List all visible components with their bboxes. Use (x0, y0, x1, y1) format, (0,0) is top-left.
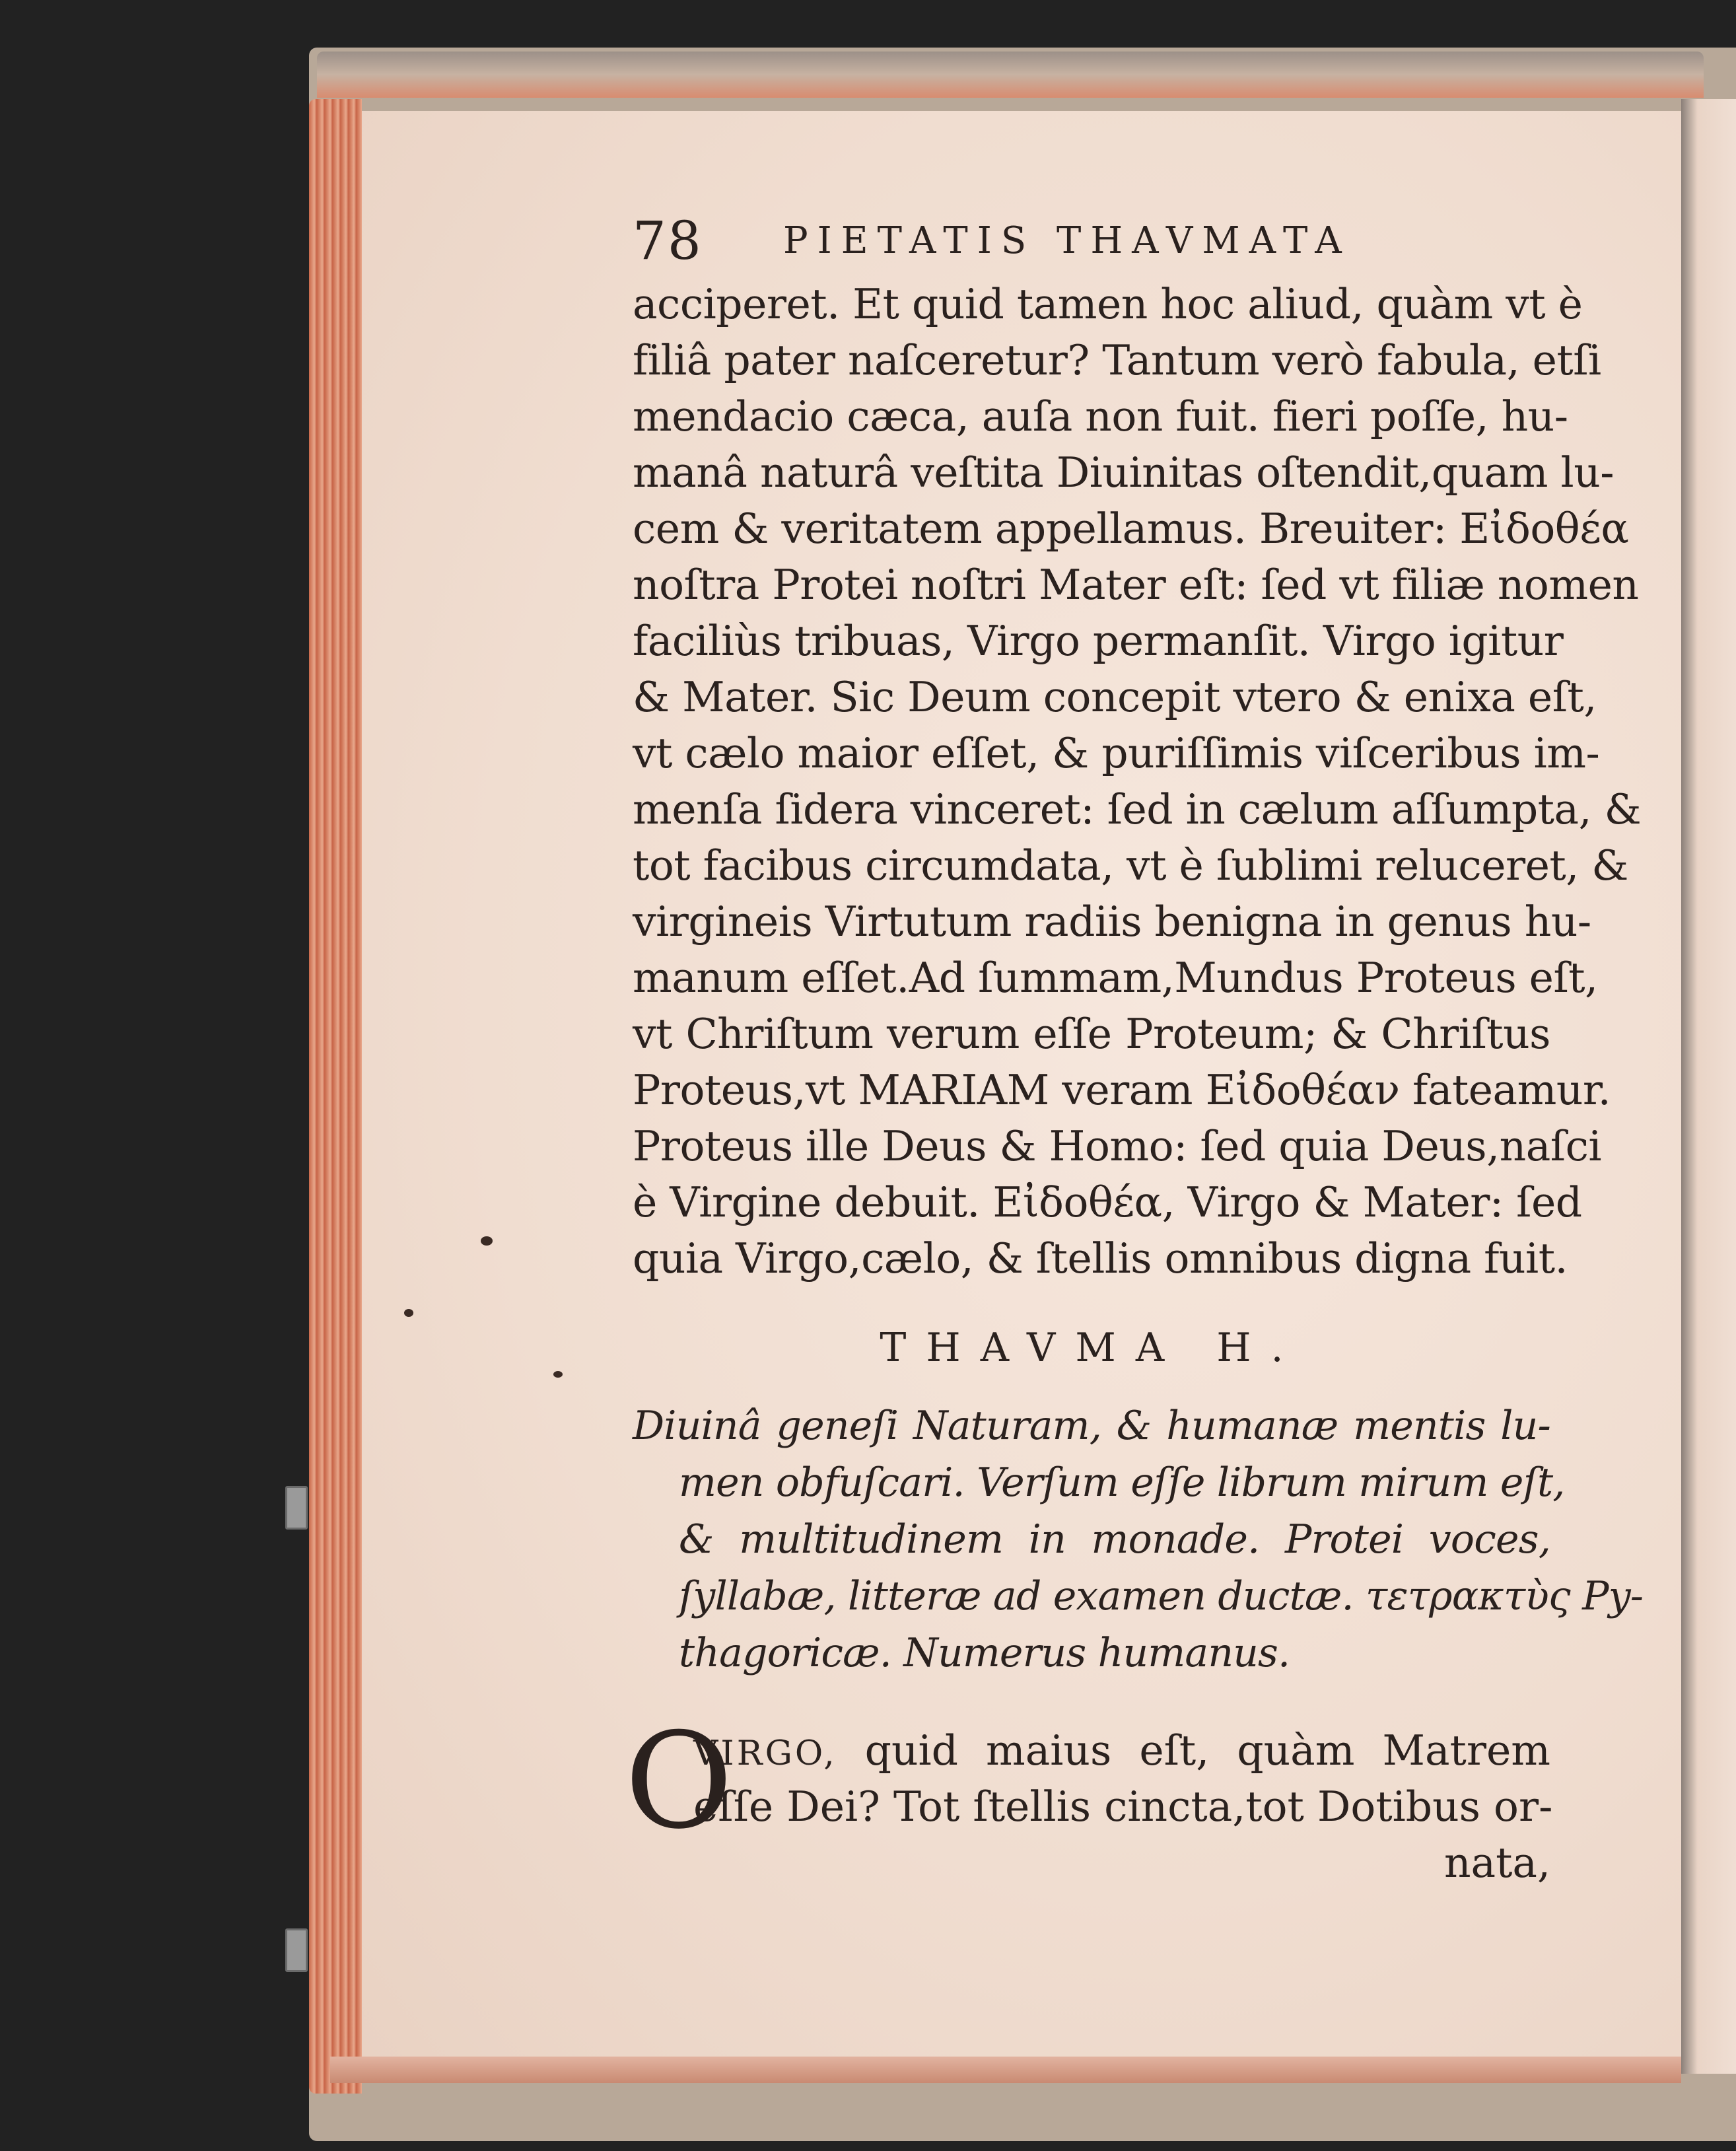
book-bottom-edge (330, 2057, 1681, 2083)
section-summary (633, 1397, 1644, 1681)
running-title: PIETATIS THAVMATA (783, 219, 1351, 262)
summary-line: thagoricæ. Numerus humanus. (679, 1630, 1290, 1676)
text-line: manum eſſet.Ad ſummam,Mundus Proteus eſt, (633, 954, 1598, 1002)
text-line: è Virgine debuit. Eἰδοθέα, Virgo & Mater: ſed (633, 1178, 1582, 1226)
binding-clip (285, 1486, 308, 1530)
text-line: cem & veritatem appellamus. Breuiter: Eἰδοθέα (633, 505, 1629, 553)
text-line: vt Chriſtum verum eſſe Proteum; & Chriſtus (633, 1010, 1550, 1058)
summary-line: & multitudinem in monade. Protei voces, (679, 1516, 1550, 1563)
summary-line: ſyllabæ, litteræ ad examen ductæ. τετρακτὺς Py- (679, 1573, 1644, 1619)
text-line: quia Virgo,cælo, & ſtellis omnibus digna fuit. (633, 1234, 1568, 1283)
text-line: noſtra Protei noſtri Mater eſt: ſed vt filiæ nomen (633, 561, 1639, 609)
text-line: manâ naturâ veſtita Diuinitas oſtendit,quam lu- (633, 448, 1614, 497)
summary-line: men obfuſcari. Verſum eſſe librum mirum eſt, (679, 1460, 1565, 1506)
text-line (693, 1722, 1550, 1779)
binding-clip (285, 1928, 308, 1972)
text-span: quid maius eſt, quàm Matrem (837, 1726, 1550, 1775)
body-text (633, 276, 1642, 1287)
smallcaps-word: VIRGO, (693, 1734, 837, 1773)
text-line: Proteus ille Deus & Homo: ſed quia Deus,naſci (633, 1122, 1602, 1170)
page-number: 78 (633, 210, 703, 271)
catchword: nata, (1443, 1839, 1550, 1887)
running-head (633, 210, 1550, 276)
text-line: eſſe Dei? Tot ſtellis cincta,tot Dotibus or- (693, 1782, 1553, 1831)
text-line: tot facibus circumdata, vt è ſublimi reluceret, & (633, 841, 1628, 890)
text-line: & Mater. Sic Deum concepit vtero & enixa eſt, (633, 673, 1597, 721)
paper-speck (553, 1371, 563, 1378)
text-line: faciliùs tribuas, Virgo permanſit. Virgo igitur (633, 617, 1564, 665)
facing-page-edge (1681, 99, 1736, 2074)
chapter-opening (625, 1705, 1553, 1887)
text-line: acciperet. Et quid tamen hoc aliud, quàm vt è (633, 280, 1583, 328)
text-line: virgineis Virtutum radiis benigna in genus hu- (633, 898, 1591, 946)
summary-line: Diuinâ geneſi Naturam, & humanæ mentis lu- (633, 1403, 1550, 1449)
text-line: mendacio cæca, auſa non fuit. fieri poſſe, hu- (633, 392, 1568, 441)
section-heading: THAVMA H. (880, 1325, 1303, 1371)
paper-speck (404, 1309, 413, 1317)
page-edges-left (309, 99, 362, 2094)
text-line: Proteus,vt MARIAM veram Eἰδοθέαν fateamur. (633, 1066, 1611, 1114)
paper-speck (481, 1236, 493, 1246)
text-line: menſa ſidera vinceret: ſed in cælum aſſumpta, & (633, 785, 1642, 833)
text-line: vt cælo maior eſſet, & puriſſimis viſceribus im- (633, 729, 1600, 777)
book-top-edge (317, 52, 1704, 98)
drop-cap: O (625, 1705, 733, 1858)
text-line: filiâ pater naſceretur? Tantum verò fabula, etſi (633, 336, 1601, 384)
text-block (625, 210, 1644, 1887)
